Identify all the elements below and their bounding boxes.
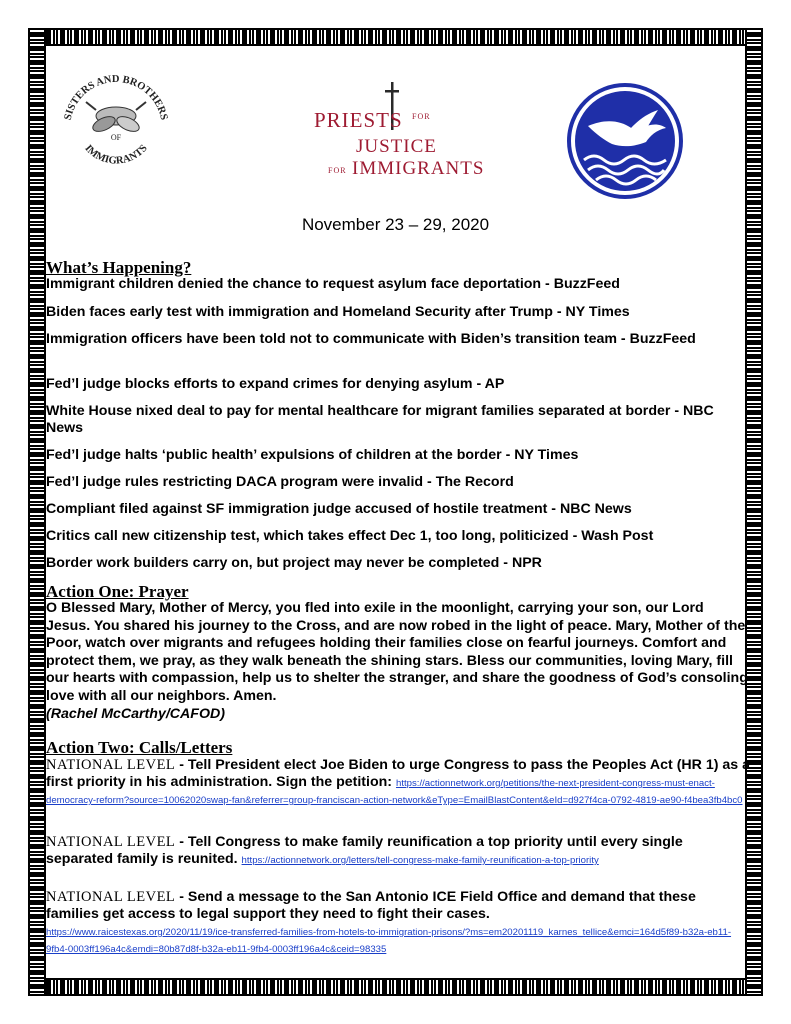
action-two-heading: Action Two: Calls/Letters <box>46 738 233 757</box>
svg-text:IMMIGRANTS <box>82 143 149 167</box>
border-left <box>28 28 46 996</box>
logo-of: OF <box>110 133 122 142</box>
prayer-text <box>46 600 751 723</box>
action-level: NATIONAL LEVEL <box>46 757 176 773</box>
news-item[interactable]: Fed’l judge halts ‘public health’ expulsions of children at the border - NY Times <box>46 447 579 463</box>
logo-immigrants: IMMIGRANTS <box>352 158 485 179</box>
news-item[interactable]: Border work builders carry on, but project may never be completed - NPR <box>46 555 542 571</box>
logo-arc-bottom: IMMIGRANTS <box>82 142 150 167</box>
border-bottom <box>28 978 763 996</box>
news-item[interactable]: Biden faces early test with immigration and Homeland Security after Trump - NY Times <box>46 304 630 320</box>
news-item[interactable]: White House nixed deal to pay for mental healthcare for migrant families separated at border - NBC News <box>46 403 714 436</box>
prayer-attribution: (Rachel McCarthy/CAFOD) <box>46 705 225 722</box>
priests-justice-logo <box>300 88 490 188</box>
reunification-link[interactable]: https://actionnetwork.org/letters/tell-congress-make-family-reunification-a-top-priority <box>241 855 599 866</box>
action-item <box>46 757 751 808</box>
action-item <box>46 834 751 868</box>
action-item <box>46 889 751 957</box>
border-top <box>28 28 763 46</box>
action-text: - Send a message to the San Antonio ICE Field Office and demand that these families get access to legal support they need to fight their cases. <box>46 889 696 922</box>
action-text: - Tell President elect Joe Biden to urge Congress to pass the Peoples Act (HR 1) as a first priority in his administration. Sign the petition: <box>46 757 751 790</box>
news-item[interactable]: Compliant filed against SF immigration judge accused of hostile treatment - NBC News <box>46 501 632 517</box>
news-item[interactable]: Fed’l judge rules restricting DACA program were invalid - The Record <box>46 474 514 490</box>
raices-link[interactable]: https://www.raicestexas.org/2020/11/19/ice-transferred-families-from-hotels-to-immigration-prisons/?ms=em20201119_karnes_tellice&emci=164d5f89-b32a-eb11-9fb4-0003ff196a4c&emdi=80b87d8f-b32a-eb11-9fb4-0003ff196a4c&ceid=98335 <box>46 927 732 955</box>
action-level: NATIONAL LEVEL <box>46 834 176 850</box>
logo-priests: PRIESTS <box>314 108 403 132</box>
news-item[interactable]: Critics call new citizenship test, which takes effect Dec 1, too long, politicized - Wash Post <box>46 528 654 544</box>
action-text: - Tell Congress to make family reunification a top priority until every single separated family is reunited. <box>46 834 683 867</box>
news-item[interactable]: Immigrant children denied the chance to request asylum face deportation - BuzzFeed <box>46 276 620 292</box>
logo-justice: JUSTICE <box>356 136 437 157</box>
logo-for-1: FOR <box>412 112 431 121</box>
logo-for-2: FOR <box>328 166 347 175</box>
action-level: NATIONAL LEVEL <box>46 889 176 905</box>
prayer-body: O Blessed Mary, Mother of Mercy, you fled into exile in the moonlight, carrying your son, our Lord Jesus. You shared his journey to the Cross, and are now robed in the light of peace. Mary, Mother of the Poor, watch over migrants and refugees holding their families close on fearful journeys. Comfort and protect them, we pray, as they walk beneath the shining stars. Bless our communities, loving Mary, fill our hearts with compassion, help us to shelter the stranger, and share the goodness of God’s consoling love with all our neighbors. Amen. <box>46 600 748 704</box>
news-item[interactable]: Immigration officers have been told not to communicate with Biden’s transition team - BuzzFeed <box>46 331 696 347</box>
date-range: November 23 – 29, 2020 <box>301 215 490 234</box>
logo-arc-top: SISTERS AND BROTHERS <box>62 73 170 122</box>
news-item[interactable]: Fed’l judge blocks efforts to expand crimes for denying asylum - AP <box>46 376 505 392</box>
petition-link[interactable]: https://actionnetwork.org/petitions/the-next-president-congress-must-enact-democracy-reform?source=10062020swap-fan&referrer=group-franciscan-action-network&eType=EmailBlastContent&eId=d927f4ca-0792-4819-ae90-f4bea3fb4bc0 <box>46 778 743 806</box>
whats-happening-heading: What’s Happening? <box>46 258 192 277</box>
action-one-heading: Action One: Prayer <box>46 582 189 601</box>
sisters-brothers-logo <box>56 58 176 178</box>
dove-logo <box>566 82 684 200</box>
